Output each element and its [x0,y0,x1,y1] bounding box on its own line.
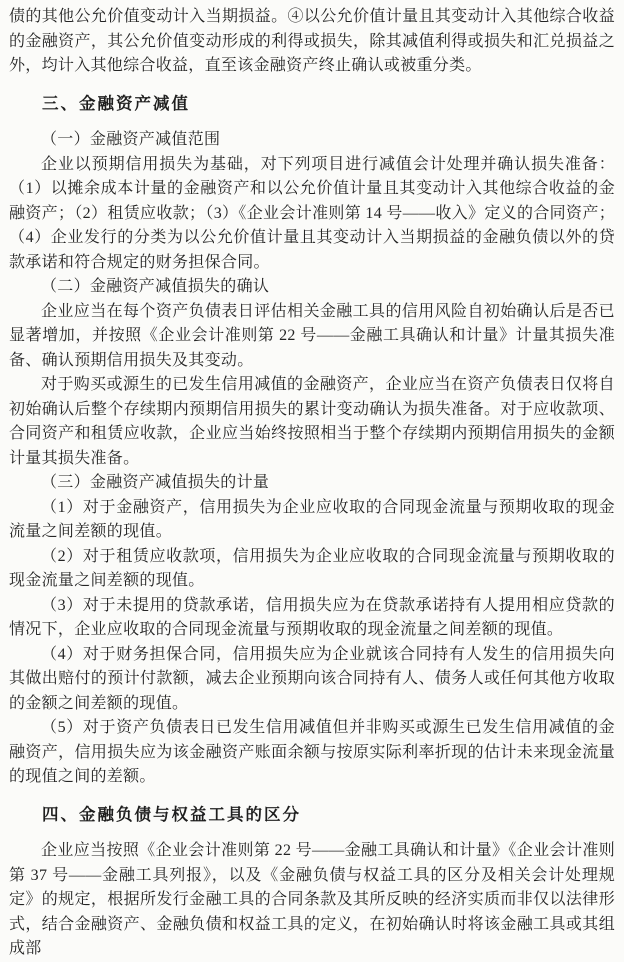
paragraph: 对于购买或源生的已发生信用减值的金融资产，企业应当在资产负债表日仅将自初始确认后整个存续期内预期信用损失的累计变动确认为损失准备。对于应收款项、合同资产和租赁应收款，企业应当始终按照相当于整个存续期内预期信用损失的金额计量其损失准备。 [9,376,615,467]
paragraph: 企业应当在每个资产负债表日评估相关金融工具的信用风险自初始确认后是否已显著增加，并按照《企业会计准则第 22 号——金融工具确认和计量》计量其损失准备、确认预期信用损失及其变动。 [9,302,615,369]
paragraph: （5）对于资产负债表日已发生信用减值但并非购买或源生已发生信用减值的金融资产，信用损失应为该金融资产账面余额与按原实际利率折现的估计未来现金流量的现值之间的差额。 [9,719,615,785]
paragraph: 债的其他公允价值变动计入当期损益。④以公允价值计量且其变动计入其他综合收益的金融资产，其公允价值变动形成的利得或损失，除其减值利得或损失和汇兑损益之外，均计入其他综合收益，直至该金融资产终止确认或被重分类。 [9,8,615,74]
paragraph: 企业以预期信用损失为基础，对下列项目进行减值会计处理并确认损失准备：（1）以摊余成本计量的金融资产和以公允价值计量且其变动计入其他综合收益的金融资产；（2）租赁应收款；（3）《企业会计准则第 14 号——收入》定义的合同资产；（4）企业发行的分类为以公允价值计量且其变动计入当期损益的金融负债以外的贷款承诺和符合规定的财务担保合同。 [9,155,615,271]
paragraph: （1）对于金融资产，信用损失为企业应收取的合同现金流量与预期收取的现金流量之间差额的现值。 [9,498,615,540]
paragraph: 企业应当按照《企业会计准则第 22 号——金融工具确认和计量》《企业会计准则第 37 号——金融工具列报》，以及《金融负债与权益工具的区分及相关会计处理规定》的规定，根据所发行金融工具的合同条款及其所反映的经济实质而非仅以法律形式，结合金融资产、金融负债和权益工具的定义，在初始确认时将该金融工具或其组成部 [9,842,615,957]
paragraph: （4）对于财务担保合同，信用损失应为企业就该合同持有人发生的信用损失向其做出赔付的预计付款额，减去企业预期向该合同持有人、债务人或任何其他方收取的金额之间差额的现值。 [9,645,615,712]
paragraph: （一）金融资产减值范围 [41,131,221,148]
paragraph: （二）金融资产减值损失的确认 [41,278,270,295]
section-heading: 三、金融资产减值 [42,94,190,113]
paragraph: （2）对于租赁应收款项，信用损失为企业应收取的合同现金流量与预期收取的现金流量之间差额的现值。 [9,547,615,589]
paragraph: （3）对于未提用的贷款承诺，信用损失应为在贷款承诺持有人提用相应贷款的情况下，企业应收取的合同现金流量与预期收取的现金流量之间差额的现值。 [9,596,615,638]
paragraph: （三）金融资产减值损失的计量 [41,474,270,491]
section-heading: 四、金融负债与权益工具的区分 [42,805,301,824]
